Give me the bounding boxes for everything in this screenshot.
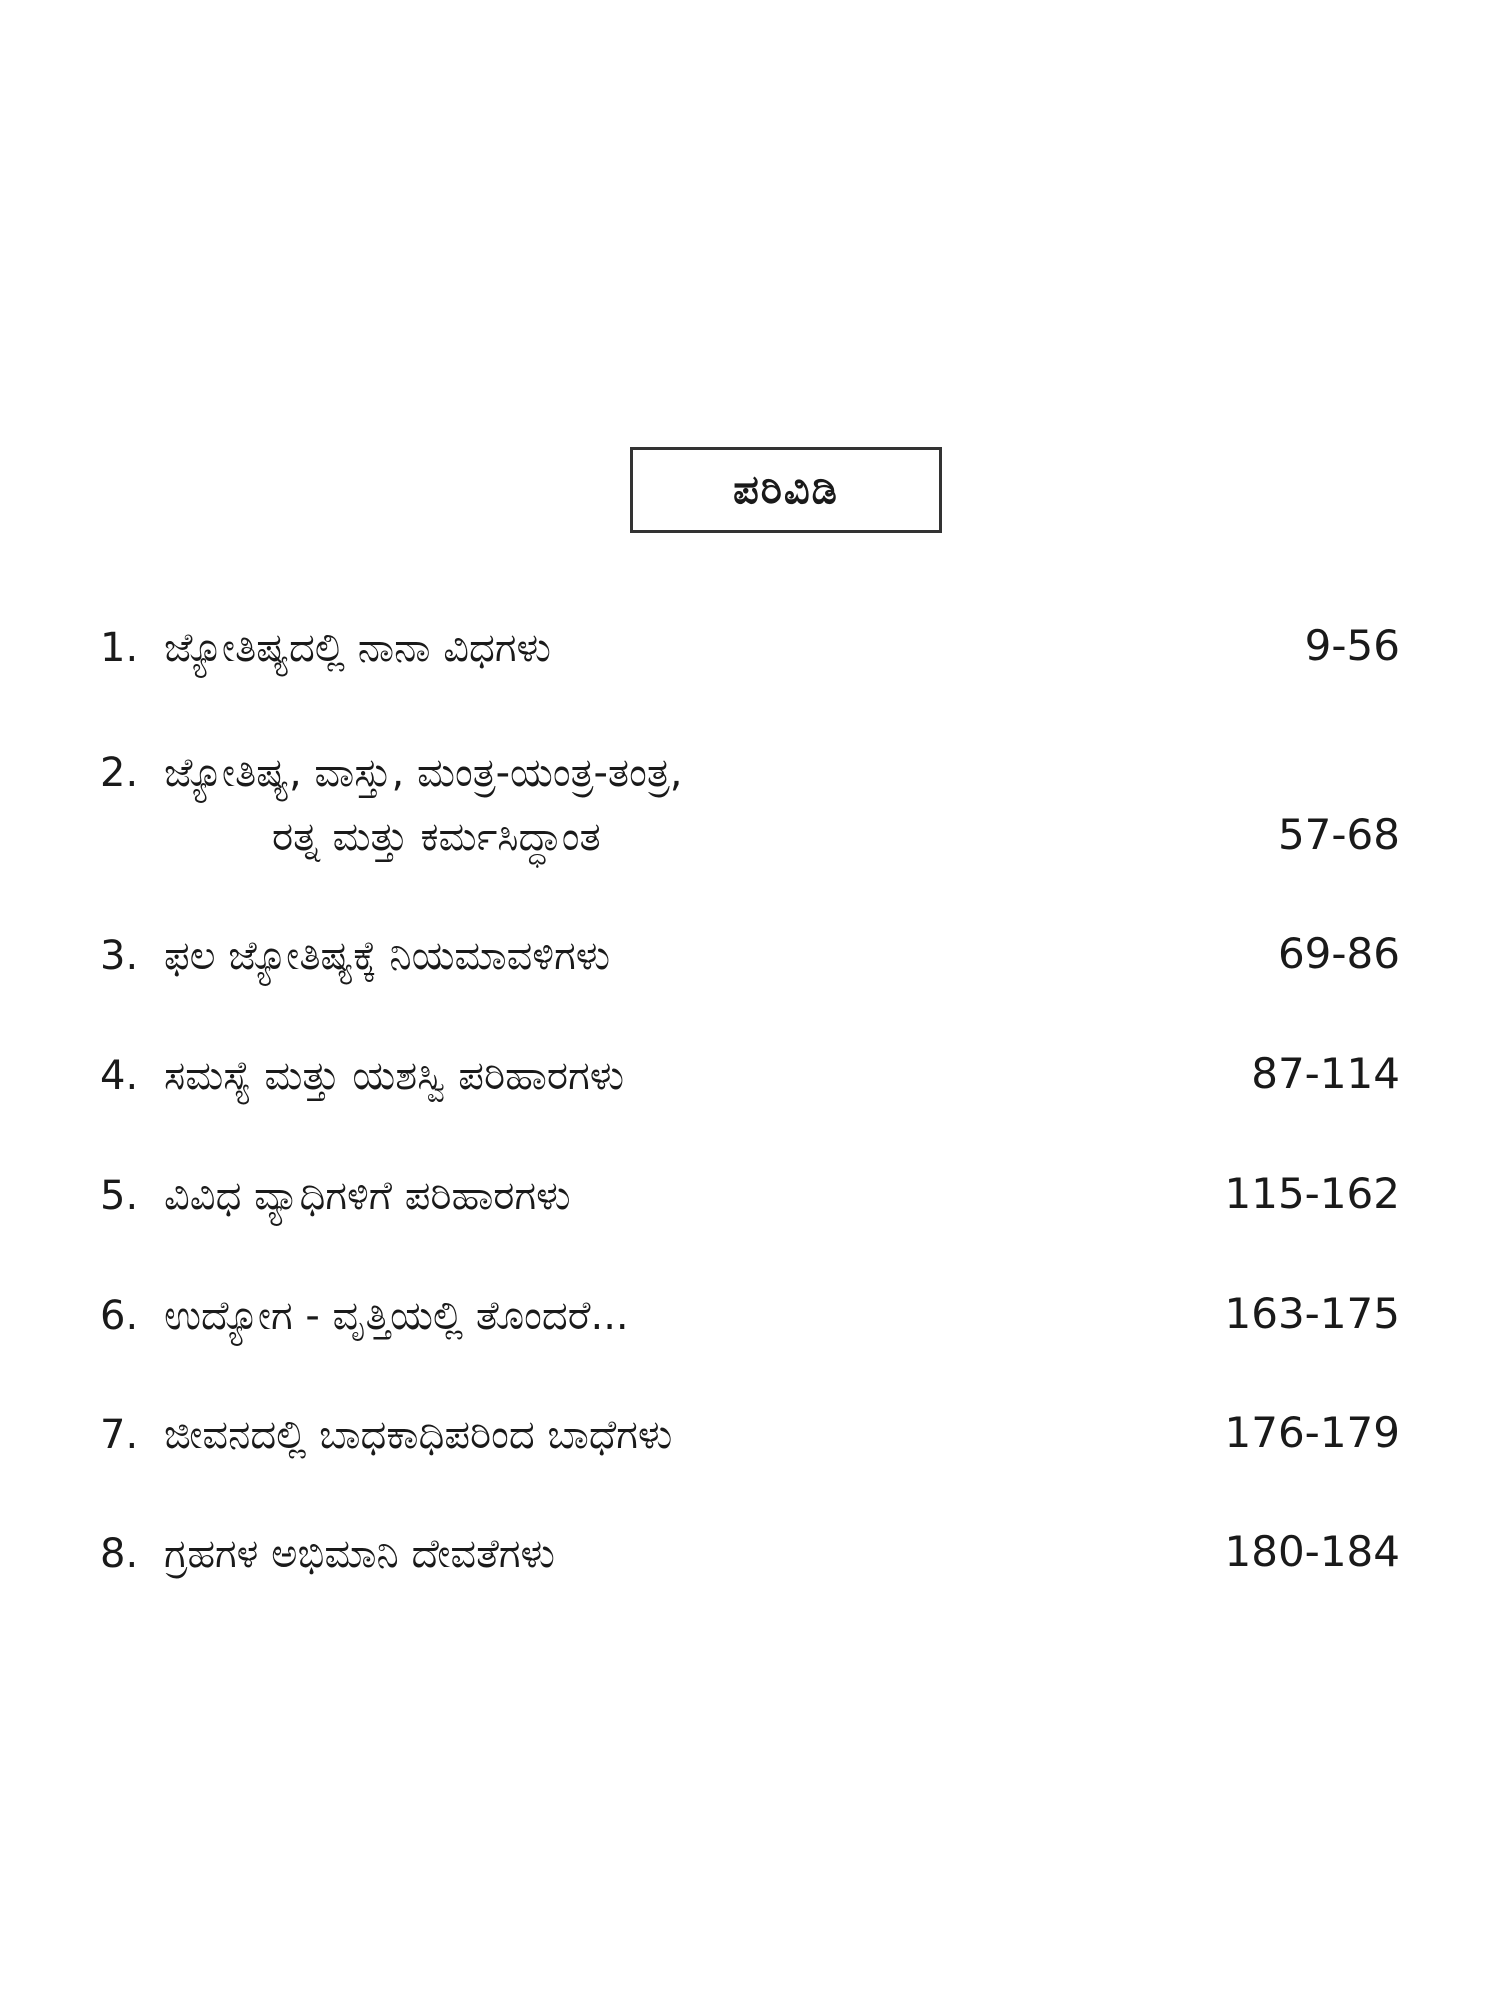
toc-entry-number: 1. xyxy=(100,625,139,671)
page-title: ಪರಿವಿಡಿ xyxy=(733,467,839,513)
toc-entry-number: 6. xyxy=(100,1293,139,1339)
toc-entry-title: ಸಮಸ್ಯೆ ಮತ್ತು ಯಶಸ್ವಿ ಪರಿಹಾರಗಳು xyxy=(164,1053,625,1099)
toc-entry-title: ವಿವಿಧ ವ್ಯಾಧಿಗಳಿಗೆ ಪರಿಹಾರಗಳು xyxy=(164,1173,571,1219)
toc-entry-title-continued: ರತ್ನ ಮತ್ತು ಕರ್ಮಸಿದ್ಧಾಂತ xyxy=(272,814,601,860)
toc-entry-1 xyxy=(100,623,900,673)
toc-entry-title: ಉದ್ಯೋಗ - ವೃತ್ತಿಯಲ್ಲಿ ತೊಂದರೆ... xyxy=(164,1293,629,1339)
toc-entry-number: 2. xyxy=(100,750,139,796)
toc-entry-number: 7. xyxy=(100,1412,139,1458)
toc-entry-5 xyxy=(100,1171,900,1221)
toc-entry-number: 3. xyxy=(100,933,139,979)
toc-entry-title: ಗ್ರಹಗಳ ಅಭಿಮಾನಿ ದೇವತೆಗಳು xyxy=(164,1531,555,1577)
toc-entry-title: ಜ್ಯೋತಿಷ್ಯ, ವಾಸ್ತು, ಮಂತ್ರ-ಯಂತ್ರ-ತಂತ್ರ, xyxy=(164,750,683,796)
toc-entry-6 xyxy=(100,1291,900,1341)
toc-entry-number: 4. xyxy=(100,1053,139,1099)
toc-entry-4 xyxy=(100,1051,900,1101)
toc-entry-pages: 57-68 xyxy=(1277,810,1400,859)
toc-entry-pages: 163-175 xyxy=(1224,1289,1400,1338)
toc-entry-pages: 87-114 xyxy=(1251,1049,1400,1098)
toc-entry-pages: 69-86 xyxy=(1277,929,1400,978)
toc-entry-8 xyxy=(100,1529,900,1579)
toc-entry-2 xyxy=(100,748,900,798)
toc-entry-pages: 176-179 xyxy=(1224,1408,1400,1457)
toc-entry-7 xyxy=(100,1410,900,1460)
toc-entry-pages: 9-56 xyxy=(1304,621,1400,670)
toc-entry-title: ಫಲ ಜ್ಯೋತಿಷ್ಯಕ್ಕೆ ನಿಯಮಾವಳಿಗಳು xyxy=(164,933,611,979)
toc-entry-pages: 180-184 xyxy=(1224,1527,1400,1576)
toc-entry-pages: 115-162 xyxy=(1224,1169,1400,1218)
toc-entry-2-continuation xyxy=(272,812,1072,862)
toc-entry-title: ಜ್ಯೋತಿಷ್ಯದಲ್ಲಿ ನಾನಾ ವಿಧಗಳು xyxy=(164,625,551,671)
toc-entry-title: ಜೀವನದಲ್ಲಿ ಬಾಧಕಾಧಿಪರಿಂದ ಬಾಧೆಗಳು xyxy=(164,1412,673,1458)
toc-entry-3 xyxy=(100,931,900,981)
toc-entry-number: 5. xyxy=(100,1173,139,1219)
toc-entry-number: 8. xyxy=(100,1531,139,1577)
